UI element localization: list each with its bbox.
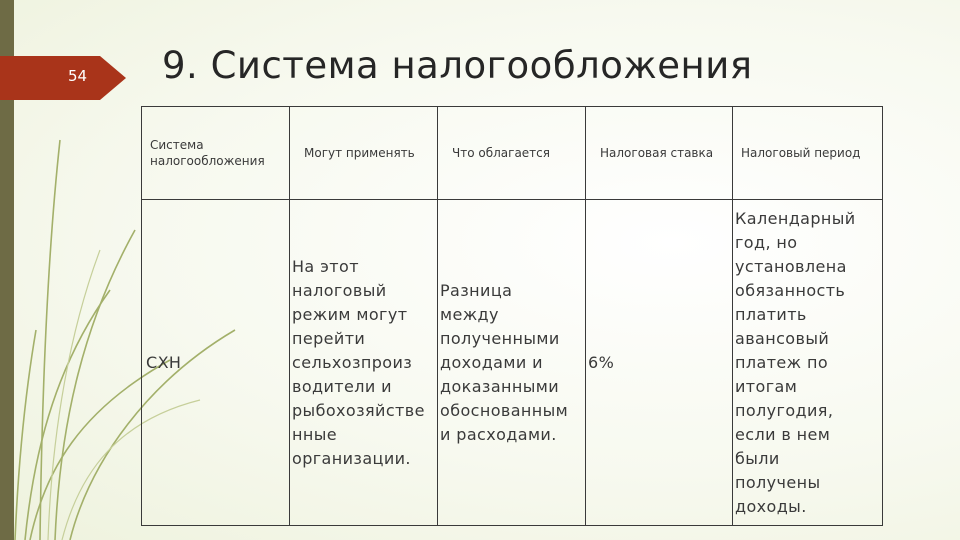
tax-system-table — [141, 106, 883, 526]
header-period: Налоговый период — [733, 107, 883, 200]
header-rate: Налоговая ставка — [586, 107, 733, 200]
cell-object: Разница между полученными доходами и доказанными обоснованным и расходами. — [438, 200, 586, 526]
cell-period: Календарный год, но установлена обязанность платить авансовый платеж по итогам полугодия, если в нем были получены доходы. — [733, 200, 883, 526]
header-object: Что облагается — [438, 107, 586, 200]
cell-who: На этот налоговый режим могут перейти сельхозпроиз водители и рыбохозяйстве нные организации. — [290, 200, 438, 526]
cell-rate: 6% — [586, 200, 733, 526]
table-row — [142, 200, 883, 526]
slide-title: 9. Система налогообложения — [162, 44, 753, 87]
cell-system: СХН — [142, 200, 290, 526]
header-system: Система налогообложения — [142, 107, 290, 200]
header-who: Могут применять — [290, 107, 438, 200]
slide-number: 54 — [68, 67, 88, 85]
table-header-row — [142, 107, 883, 200]
